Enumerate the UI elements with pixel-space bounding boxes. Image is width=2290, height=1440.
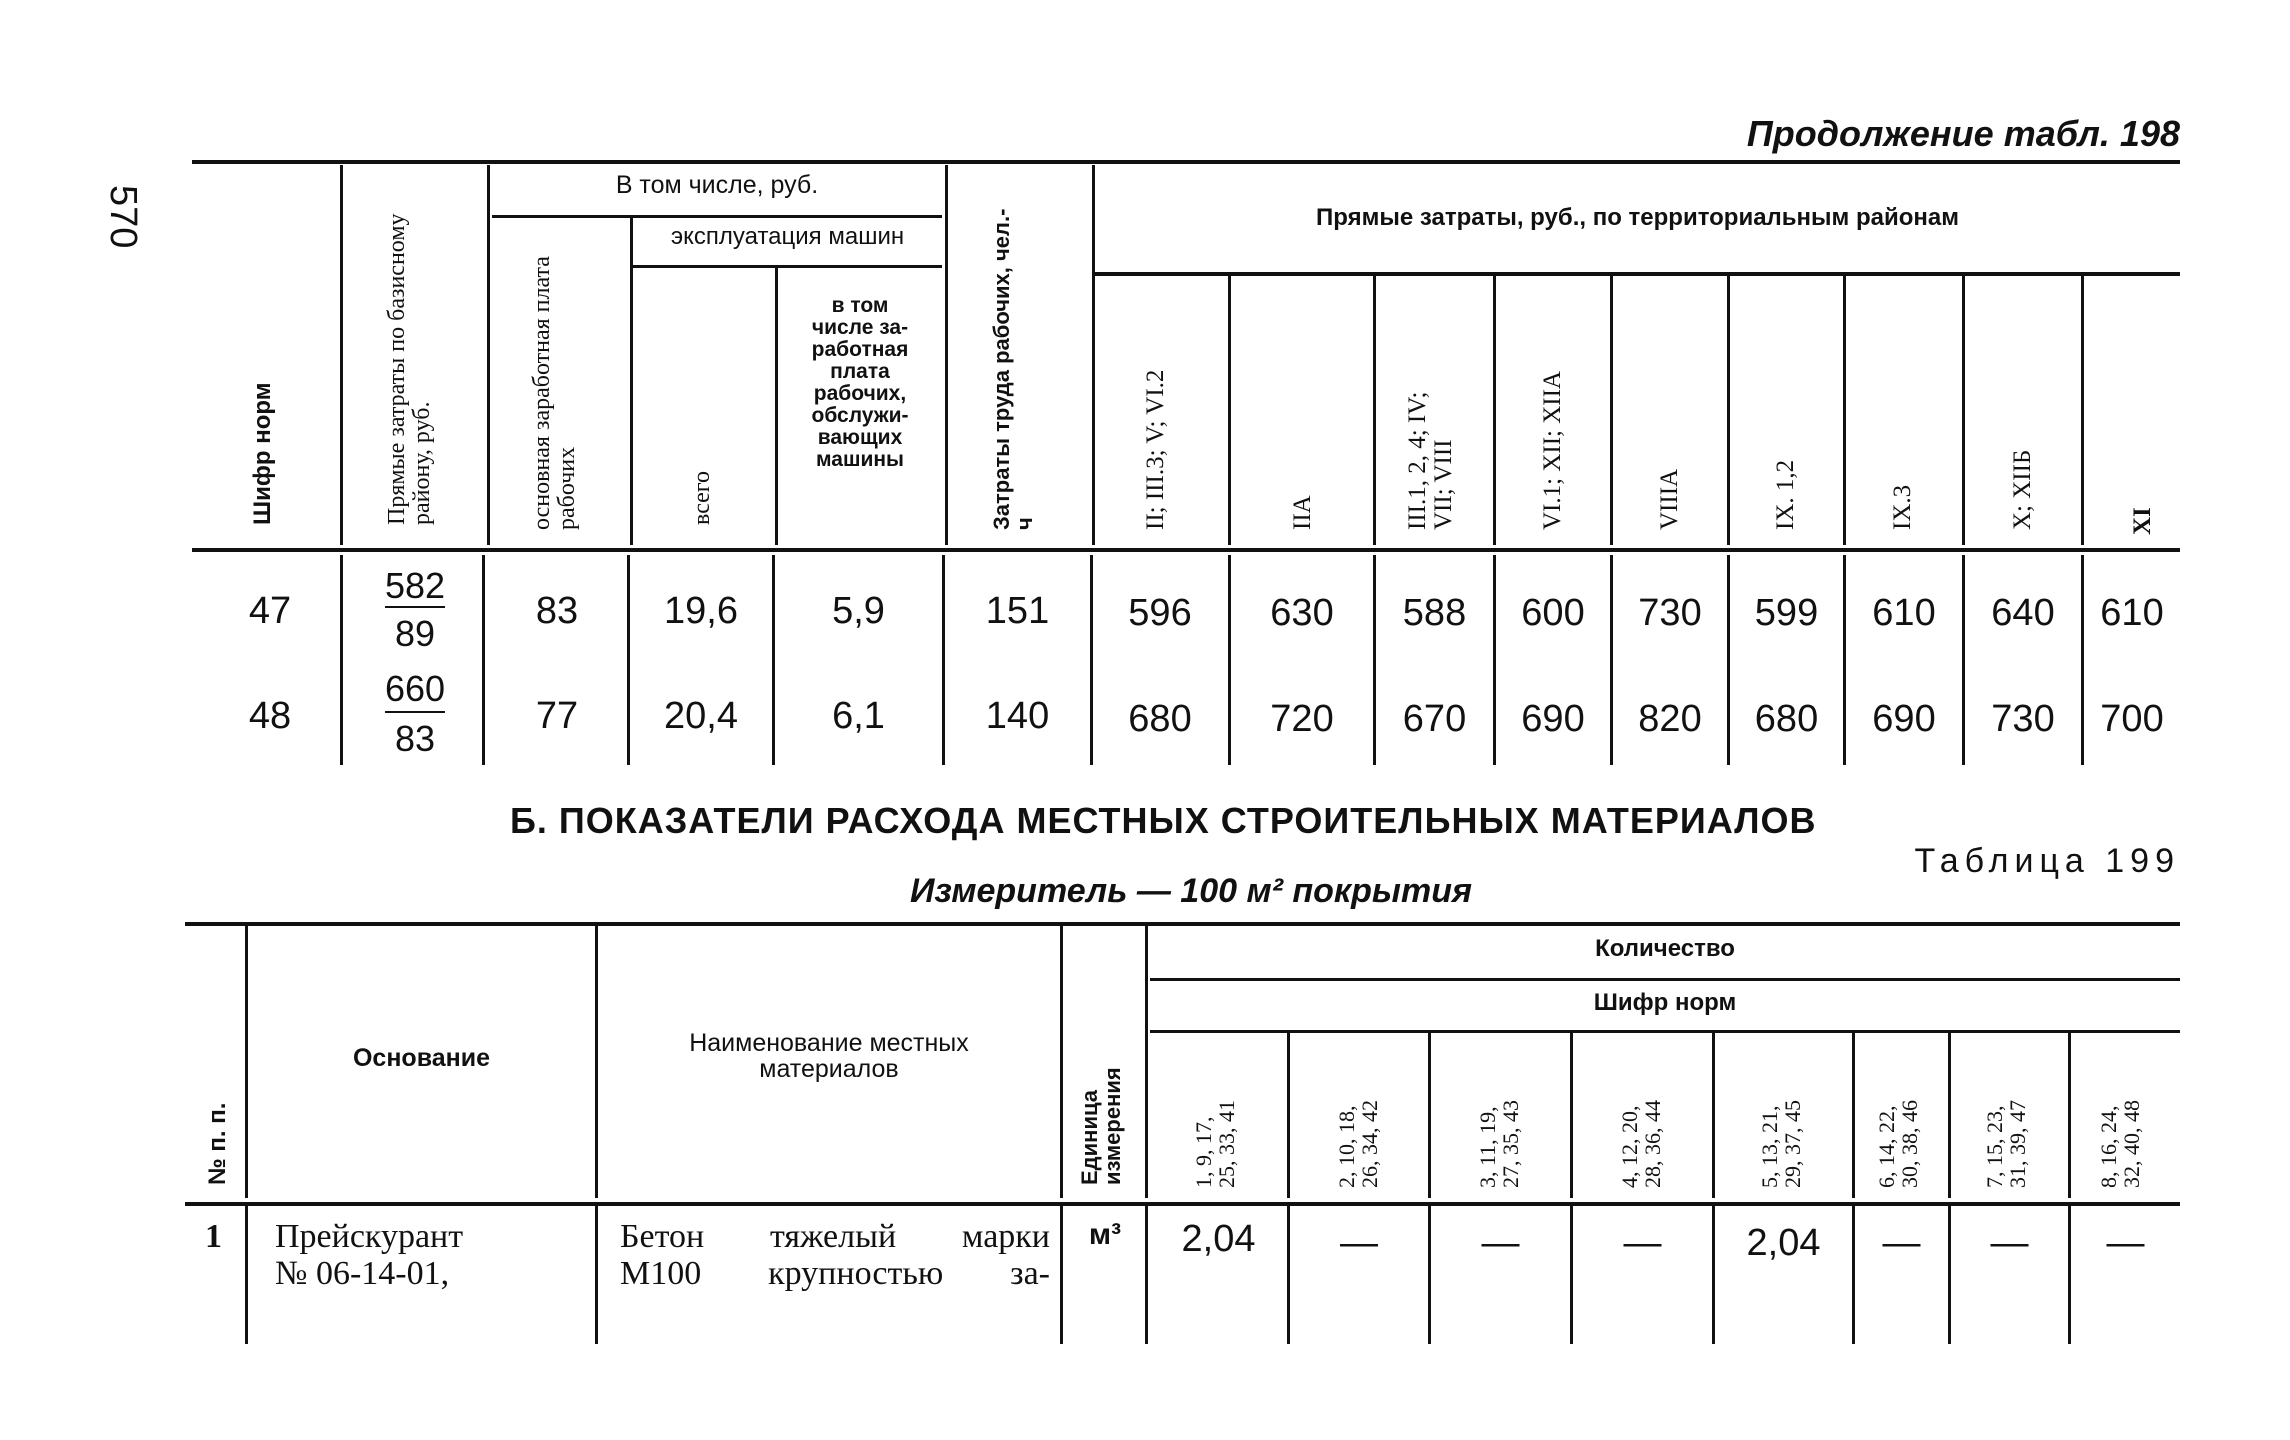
norm-code-header: 2, 10, 18, 26, 34, 42 — [1334, 1100, 1383, 1188]
header-direct-costs-base: Прямые затраты по базисному району, руб. — [384, 213, 436, 525]
norm-code-header: 5, 13, 21, 29, 37, 45 — [1757, 1100, 1806, 1188]
measure-label: Измеритель — 100 м² покрытия — [910, 872, 1472, 910]
header-num: № п. п. — [204, 1102, 231, 1185]
table-label: Таблица 199 — [1914, 842, 2180, 880]
region-header: VIIIA — [1656, 468, 1683, 530]
header-incl-wage: в том числе за- работная плата рабочих, обслужи- вающих машины — [811, 294, 909, 472]
header-direct-costs-regions: Прямые затраты, руб., по территориальным районам — [1316, 204, 1959, 231]
section-title: Б. ПОКАЗАТЕЛИ РАСХОДА МЕСТНЫХ СТРОИТЕЛЬНЫХ МАТЕРИАЛОВ — [510, 800, 1817, 841]
continuation-label: Продолжение табл. 198 — [1746, 113, 2180, 154]
region-header: X; XIIБ — [2009, 449, 2036, 530]
region-header: III.1, 2, 4; IV; VII; VIII — [1404, 391, 1458, 530]
norm-code-header: 6, 14, 22, 30, 38, 46 — [1874, 1100, 1923, 1188]
header-quantity: Количество — [1595, 935, 1735, 962]
norm-code-header: 4, 12, 20, 28, 36, 44 — [1617, 1100, 1666, 1188]
header-code: Шифр норм — [249, 382, 276, 525]
norm-code-header: 7, 15, 23, 31, 39, 47 — [1982, 1100, 2031, 1188]
header-unit: Единица измерения — [1077, 1067, 1126, 1185]
header-base-wage: основная заработная плата рабочих — [529, 256, 581, 530]
region-header: IIA — [1289, 495, 1316, 530]
region-header: IX.3 — [1889, 484, 1916, 530]
header-machine-operation: эксплуатация машин — [670, 223, 905, 250]
header-norm-codes: Шифр норм — [1593, 989, 1737, 1016]
norm-code-header: 8, 16, 24, 32, 40, 48 — [2096, 1100, 2145, 1188]
region-header: II; III.3; V; VI.2 — [1142, 369, 1169, 530]
header-including-rub: В том числе, руб. — [615, 171, 819, 199]
region-header: IX. 1,2 — [1772, 459, 1799, 530]
region-header: XI — [2129, 507, 2156, 535]
header-material: Наименование местных материалов — [689, 1029, 969, 1084]
header-labor: Затраты труда рабочих, чел.-ч — [989, 208, 1038, 530]
norm-code-header: 3, 11, 19, 27, 35, 43 — [1475, 1100, 1524, 1188]
header-basis: Основание — [352, 1044, 491, 1072]
page-number: 570 — [102, 185, 144, 249]
region-header: VI.1; XII; XIIA — [1539, 371, 1566, 530]
header-total: всего — [689, 470, 715, 525]
norm-code-header: 1, 9, 17, 25, 33, 41 — [1191, 1100, 1240, 1188]
